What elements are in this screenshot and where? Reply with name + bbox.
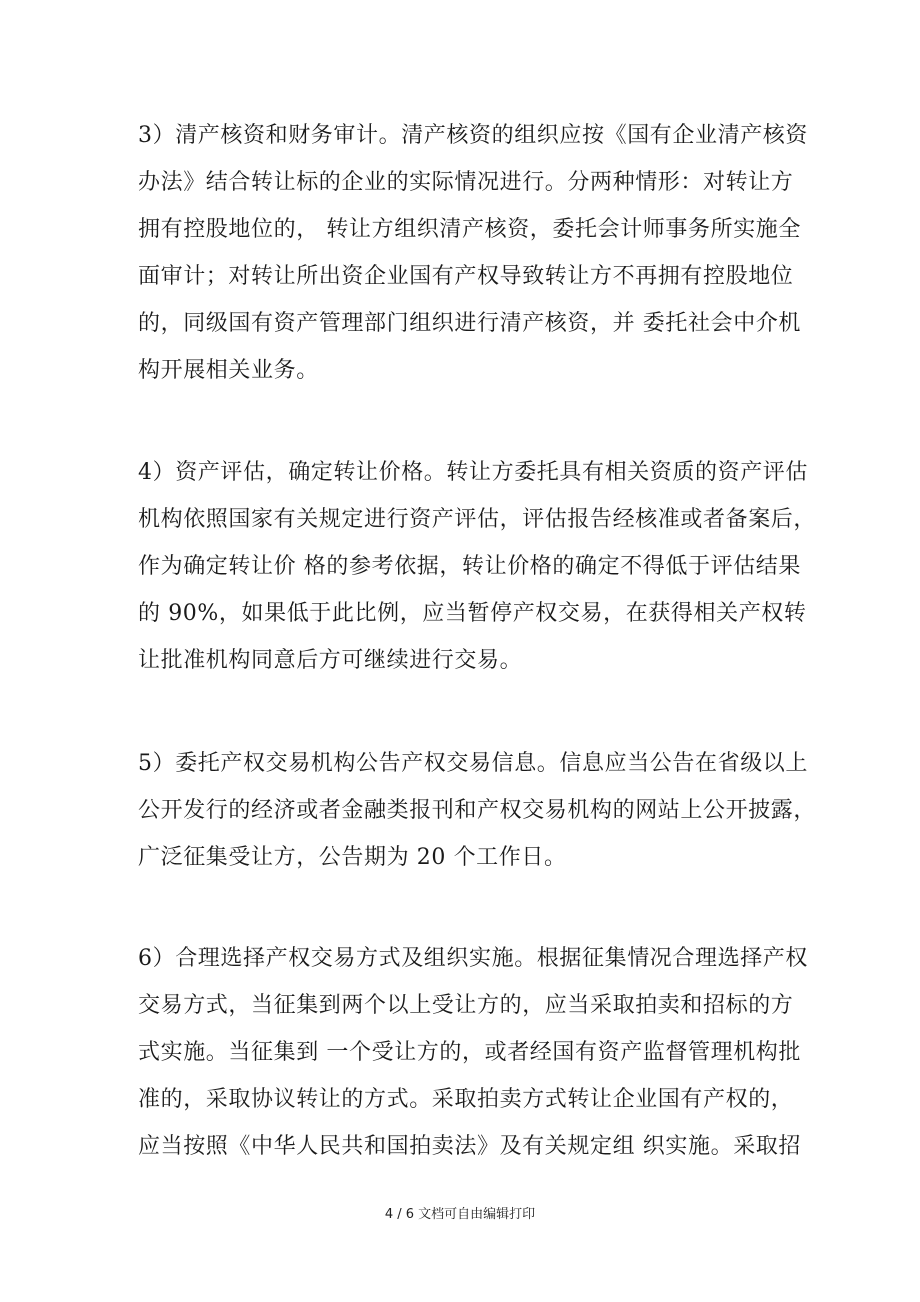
paragraph-line: 拥有控股地位的， 转让方组织清产核资，委托会计师事务所实施全: [138, 217, 801, 242]
paragraph-line: 的 90%，如果低于此比例，应当暂停产权交易，在获得相关产权转: [138, 601, 807, 626]
paragraph-line: 办法》结合转让标的企业的实际情况进行。分两种情形：对转让方: [138, 170, 794, 195]
paragraph-line: 交易方式，当征集到两个以上受让方的，应当采取拍卖和招标的方: [138, 993, 794, 1018]
paragraph-line: 应当按照《中华人民共和国拍卖法》及有关规定组 织实施。采取招: [138, 1134, 801, 1159]
paragraph-line: 4）资产评估，确定转让价格。转让方委托具有相关资质的资产评估: [138, 460, 808, 485]
paragraph-line: 作为确定转让价 格的参考依据，转让价格的确定不得低于评估结果: [138, 554, 801, 579]
paragraph-line: 让批准机构同意后方可继续进行交易。: [138, 648, 523, 673]
paragraph-line: 准的，采取协议转让的方式。采取拍卖方式转让企业国有产权的，: [138, 1087, 794, 1112]
paragraph-line: 6）合理选择产权交易方式及组织实施。根据征集情况合理选择产权: [138, 946, 808, 971]
paragraph-line: 机构依照国家有关规定进行资产评估，评估报告经核准或者备案后，: [138, 507, 817, 532]
paragraph-line: 的，同级国有资产管理部门组织进行清产核资，并 委托社会中介机: [138, 311, 801, 336]
paragraph-line: 3）清产核资和财务审计。清产核资的组织应按《国有企业清产核资: [138, 123, 808, 148]
page-footer: 4 / 6 文档可自由编辑打印: [384, 1207, 536, 1222]
paragraph-line: 5）委托产权交易机构公告产权交易信息。信息应当公告在省级以上: [138, 751, 808, 776]
paragraph-line: 构开展相关业务。: [138, 358, 319, 383]
paragraph-line: 公开发行的经济或者金融类报刊和产权交易机构的网站上公开披露，: [138, 798, 817, 823]
paragraph-line: 面审计；对转让所出资企业国有产权导致转让方不再拥有控股地位: [138, 264, 794, 289]
paragraph-line: 广泛征集受让方，公告期为 20 个工作日。: [138, 845, 567, 870]
paragraph-line: 式实施。当征集到 一个受让方的，或者经国有资产监督管理机构批: [138, 1040, 801, 1065]
